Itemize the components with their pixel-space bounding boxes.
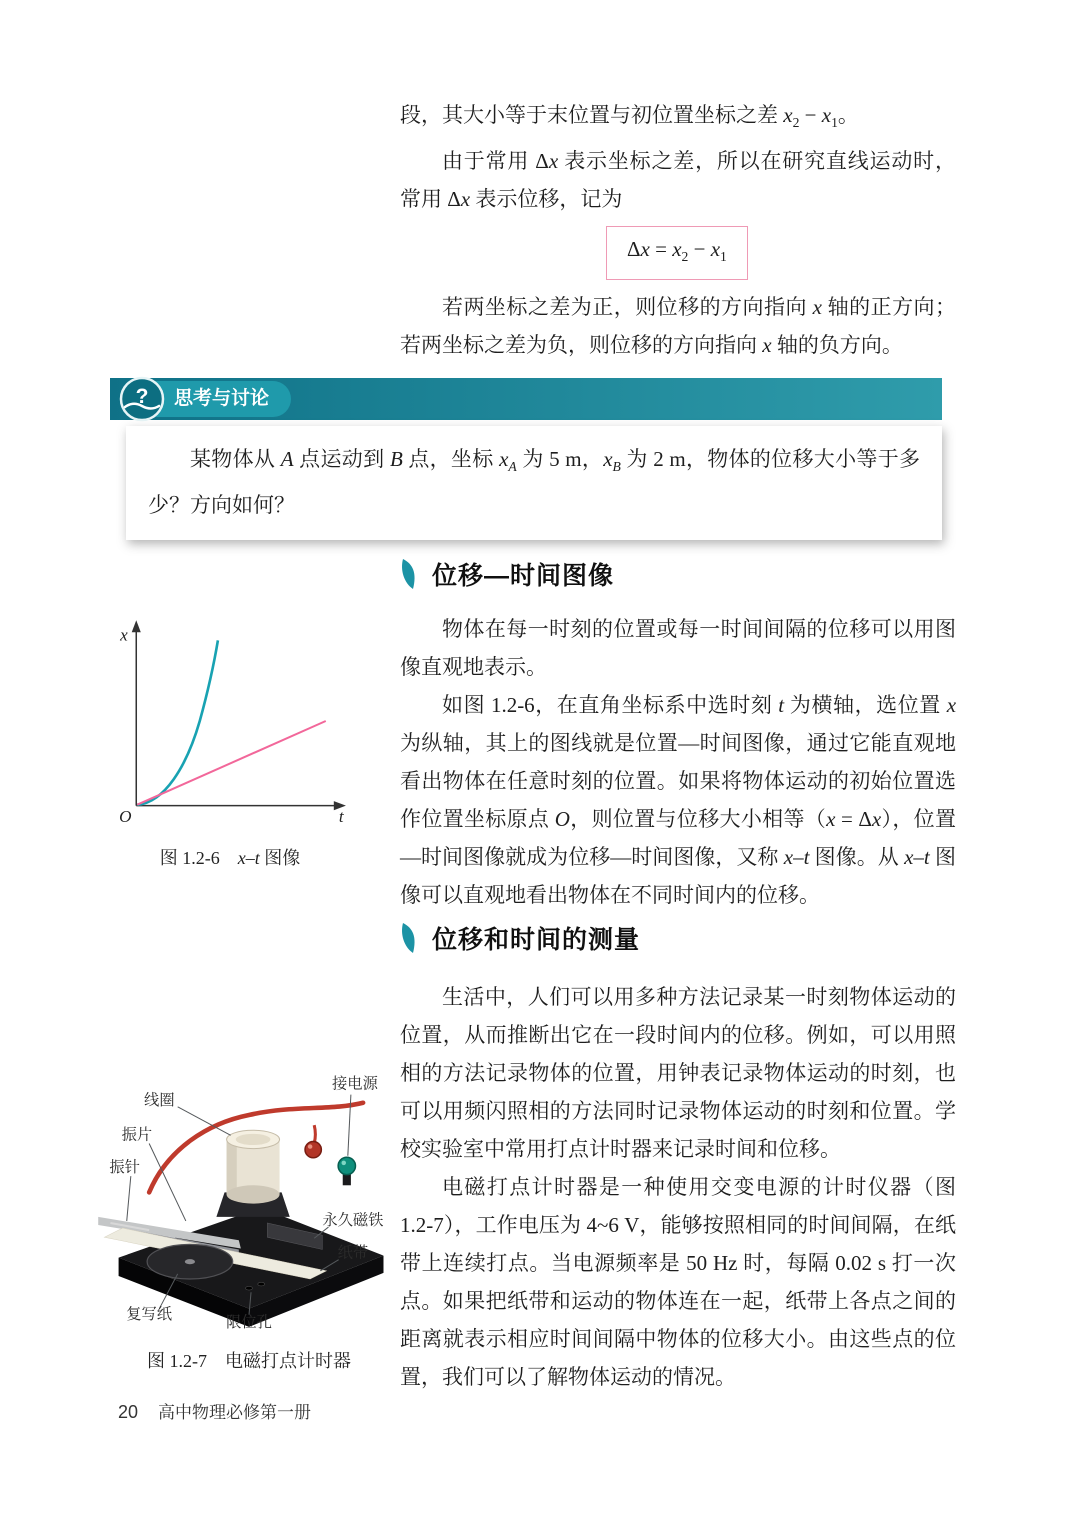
section-bullet-icon <box>400 558 418 590</box>
coil-shading <box>227 1139 237 1194</box>
xt-graph-illustration <box>104 612 356 829</box>
limit-hole <box>258 1282 265 1286</box>
device-label-vibrating-plate: 振片 <box>121 1126 153 1144</box>
intro-paragraph-1: 段，其大小等于末位置与初位置坐标之差 $x_2 - x_1$。 <box>400 103 859 131</box>
section-heading-xt <box>400 556 614 592</box>
limit-hole <box>246 1286 253 1290</box>
section-bullet-icon <box>400 922 418 954</box>
device-label-limit-holes: 限位孔 <box>226 1313 272 1331</box>
measure-section-body <box>400 978 956 1396</box>
figure-timer-device <box>96 1062 402 1373</box>
coil-bottom <box>227 1185 280 1203</box>
section-heading-measure <box>400 920 640 956</box>
question-text: 某物体从 A 点运动到 B 点，坐标 $x_A$ 为 5 m，$x_B$ 为 2 m，物体的位移大小等于多少？方向如何？ <box>148 447 921 518</box>
device-label-carbon-paper: 复写纸 <box>126 1305 173 1323</box>
footer-page-number: 20 <box>118 1402 139 1422</box>
axis-t-label: t <box>338 806 344 826</box>
origin-label: O <box>119 806 132 826</box>
figure-xt-graph <box>104 612 356 870</box>
page-footer <box>118 1398 311 1423</box>
coil-top-inner <box>236 1134 271 1145</box>
question-glyph: ? <box>135 385 149 408</box>
red-terminal <box>305 1141 321 1157</box>
section-title-measure: 位移和时间的测量 <box>432 926 641 954</box>
think-discuss-badge <box>124 381 291 417</box>
x-axis-arrow <box>132 620 141 632</box>
green-terminal <box>338 1157 355 1174</box>
measure-paragraph-1: 生活中，人们可以用多种方法记录某一时刻物体运动的位置，从而推断出它在一段时间内的位移。例如，可以用照相的方法记录物体的位置，用钟表记录物体运动的时刻，也可以用频闪照相的方法同时记录物体运动的时刻和位置。学校实验室中常用打点计时器来记录时间和位移。 <box>400 985 956 1161</box>
question-icon <box>119 376 165 422</box>
xt-section-body <box>400 610 956 914</box>
device-label-power: 接电源 <box>332 1075 378 1093</box>
carbon-paper-pin <box>185 1259 195 1264</box>
device-label-coil: 线圈 <box>144 1091 175 1109</box>
measure-paragraph-2: 电磁打点计时器是一种使用交变电源的计时仪器（图 1.2-7），工作电压为 4~6 V，能够按照相同的时间间隔，在纸带上连续打点。当电源频率是 50 Hz 时，每隔 0.02 s 打一次点。如果把纸带和运动的物体连在一起，纸带上各点之间的距离就表示相应时间间隔中物体的位移大小。由这些点的位置，我们可以了解物体运动的情况。 <box>400 1175 956 1389</box>
intro-paragraph-2: 由于常用 Δx 表示坐标之差，所以在研究直线运动时，常用 Δx 表示位移，记为 <box>400 149 956 212</box>
figure-xt-caption: 图 1.2-6 x–t 图像 <box>159 848 301 868</box>
device-label-paper-tape: 纸带 <box>337 1244 369 1262</box>
intro-paragraph-3: 若两坐标之差为正，则位移的方向指向 x 轴的正方向；若两坐标之差为负，则位移的方向指向 x 轴的负方向。 <box>400 295 957 358</box>
intro-section <box>400 96 956 364</box>
formula-text: $\Delta x = x_2 - x_1$ <box>627 237 727 265</box>
green-terminal-highlight <box>342 1161 346 1165</box>
timer-device-illustration <box>96 1062 402 1332</box>
axis-x-label: x <box>120 625 128 645</box>
device-label-vibrating-needle: 振针 <box>109 1159 140 1177</box>
red-terminal-highlight <box>308 1144 312 1148</box>
displacement-formula-box <box>606 226 748 280</box>
footer-book-title: 高中物理必修第一册 <box>158 1403 312 1422</box>
xt-paragraph-2: 如图 1.2-6，在直角坐标系中选时刻 t 为横轴，选位置 x 为纵轴，其上的图线就是位置—时间图像，通过它能直观地看出物体在任意时刻的位置。如果将物体运动的初始位置选作位置坐标原点 O，则位置与位移大小相等（x = Δx），位置—时间图像就成为位移—时间图像，又称 x–t 图像。从 x–t 图像可以直观地看出物体在不同时间内的位移。 <box>400 693 957 907</box>
accelerating-motion-curve <box>137 640 218 804</box>
power-wire-branch <box>314 1125 315 1143</box>
device-label-magnet: 永久磁铁 <box>322 1212 384 1230</box>
badge-label: 思考与讨论 <box>174 388 270 409</box>
question-card <box>126 426 942 540</box>
figure-device-caption: 图 1.2-7 电磁打点计时器 <box>147 1351 351 1371</box>
uniform-motion-line <box>137 721 325 805</box>
section-title-xt: 位移—时间图像 <box>432 562 615 590</box>
xt-paragraph-1: 物体在每一时刻的位置或每一时间间隔的位移可以用图像直观地表示。 <box>400 617 956 679</box>
